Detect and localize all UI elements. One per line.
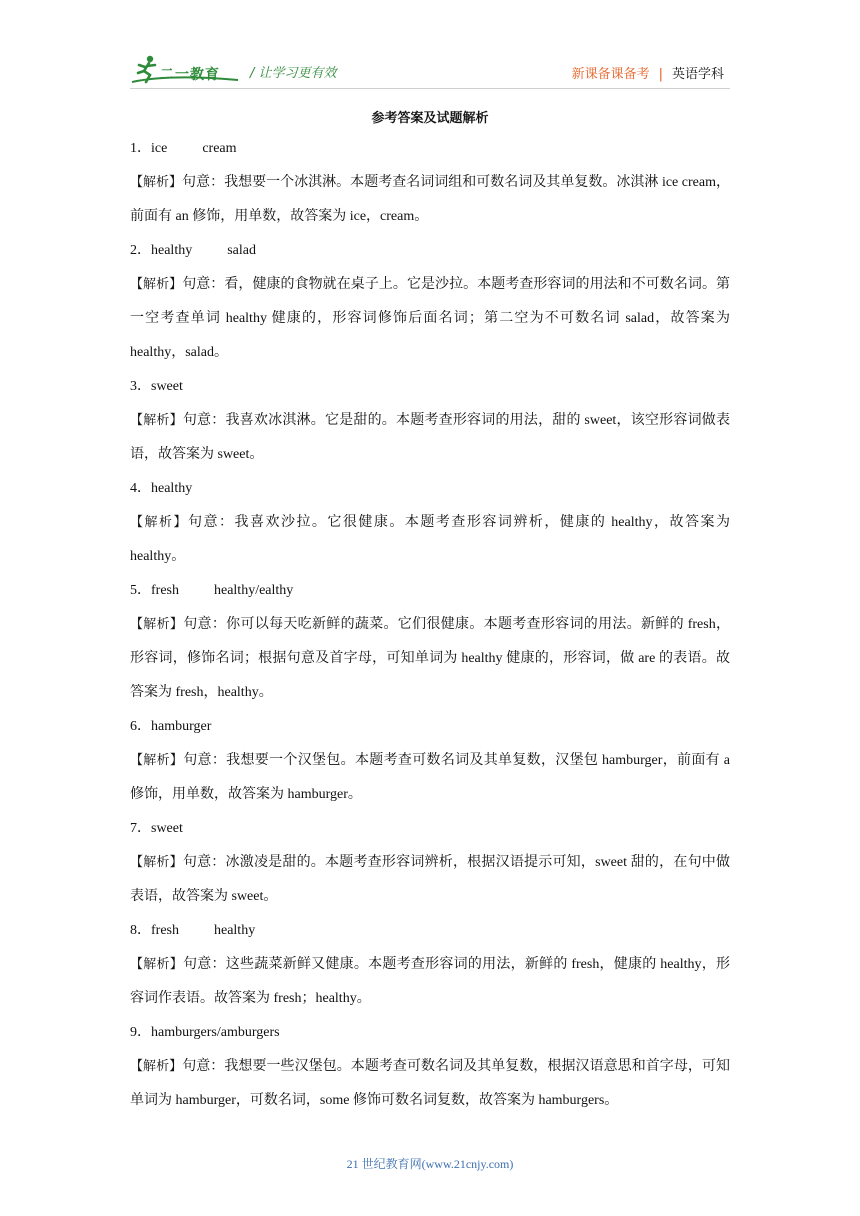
explanation-text: 句意：我想要一些汉堡包。本题考查可数名词及其单复数，根据汉语意思和首字母，可知单词为 hamburger，可数名词，some 修饰可数名词复数，故答案为 hamburgers。	[130, 1059, 730, 1108]
explanation-tag: 【解析】	[130, 413, 183, 428]
explanation-text: 句意：我想要一个冰淇淋。本题考查名词词组和可数名词及其单复数。冰淇淋 ice cream，前面有 an 修饰，用单数，故答案为 ice，cream。	[130, 175, 730, 224]
answer-item-7	[130, 812, 730, 914]
explanation	[130, 404, 730, 472]
explanation-tag: 【解析】	[130, 515, 188, 530]
answer-line: 2．healthy salad	[130, 243, 256, 258]
explanation	[130, 1050, 730, 1118]
explanation-tag: 【解析】	[130, 277, 183, 292]
header-subject	[572, 63, 724, 82]
answer-line: 1．ice cream	[130, 141, 237, 156]
explanation	[130, 268, 730, 370]
answer-line: 9．hamburgers/amburgers	[130, 1025, 280, 1040]
brand-name: 二一教育	[160, 67, 220, 83]
answer-line: 6．hamburger	[130, 719, 212, 734]
header-course-label: 新课备课备考	[571, 67, 650, 82]
header-divider	[130, 88, 730, 89]
explanation-text: 句意：我喜欢沙拉。它很健康。本题考查形容词辨析，健康的 healthy，故答案为 healthy。	[130, 515, 730, 564]
answer-line: 7．sweet	[130, 821, 183, 836]
answer-item-1	[130, 132, 730, 234]
explanation-text: 句意：你可以每天吃新鲜的蔬菜。它们很健康。本题考查形容词的用法。新鲜的 fresh，形容词，修饰名词；根据句意及首字母，可知单词为 healthy 健康的，形容词，做 are 的表语。故答案为 fresh，healthy。	[130, 617, 730, 700]
explanation-tag: 【解析】	[130, 753, 184, 768]
answer-line: 5．fresh healthy/ealthy	[130, 583, 294, 598]
explanation-text: 句意：我喜欢冰淇淋。它是甜的。本题考查形容词的用法，甜的 sweet，该空形容词做表语，故答案为 sweet。	[130, 413, 730, 462]
explanation-tag: 【解析】	[130, 957, 183, 972]
header-subject-label: 英语学科	[671, 67, 724, 82]
answer-item-9	[130, 1016, 730, 1118]
explanation	[130, 846, 730, 914]
brand-logo	[130, 52, 242, 88]
page-footer: 21 世纪教育网(www.21cnjy.com)	[346, 1157, 514, 1171]
answer-item-8	[130, 914, 730, 1016]
answer-item-5	[130, 574, 730, 710]
slogan: / 让学习更有效	[250, 66, 337, 81]
explanation	[130, 948, 730, 1016]
answer-item-6	[130, 710, 730, 812]
explanation	[130, 744, 730, 812]
page-title: 参考答案及试题解析	[371, 111, 489, 126]
explanation	[130, 166, 730, 234]
answer-line: 8．fresh healthy	[130, 923, 256, 938]
explanation	[130, 506, 730, 574]
answer-line: 4．healthy	[130, 481, 193, 496]
answer-item-4	[130, 472, 730, 574]
explanation-text: 句意：看，健康的食物就在桌子上。它是沙拉。本题考查形容词的用法和不可数名词。第一空考查单词 healthy 健康的，形容词修饰后面名词；第二空为不可数名词 salad，故答案为 healthy，salad。	[130, 277, 730, 360]
answer-item-2	[130, 234, 730, 370]
explanation-tag: 【解析】	[130, 617, 184, 632]
answer-line: 3．sweet	[130, 379, 183, 394]
explanation-tag: 【解析】	[130, 855, 183, 870]
explanation-tag: 【解析】	[130, 1059, 183, 1074]
explanation-text: 句意：我想要一个汉堡包。本题考查可数名词及其单复数，汉堡包 hamburger，前面有 a 修饰，用单数，故答案为 hamburger。	[130, 753, 730, 802]
explanation-text: 句意：冰激凌是甜的。本题考查形容词辨析，根据汉语提示可知，sweet 甜的，在句中做表语，故答案为 sweet。	[130, 855, 730, 904]
answer-item-3	[130, 370, 730, 472]
answer-list	[130, 132, 730, 1118]
explanation	[130, 608, 730, 710]
page-header	[130, 52, 730, 92]
explanation-text: 句意：这些蔬菜新鲜又健康。本题考查形容词的用法，新鲜的 fresh，健康的 healthy，形容词作表语。故答案为 fresh；healthy。	[130, 957, 730, 1006]
header-separator: |	[658, 67, 663, 82]
explanation-tag: 【解析】	[130, 175, 183, 190]
